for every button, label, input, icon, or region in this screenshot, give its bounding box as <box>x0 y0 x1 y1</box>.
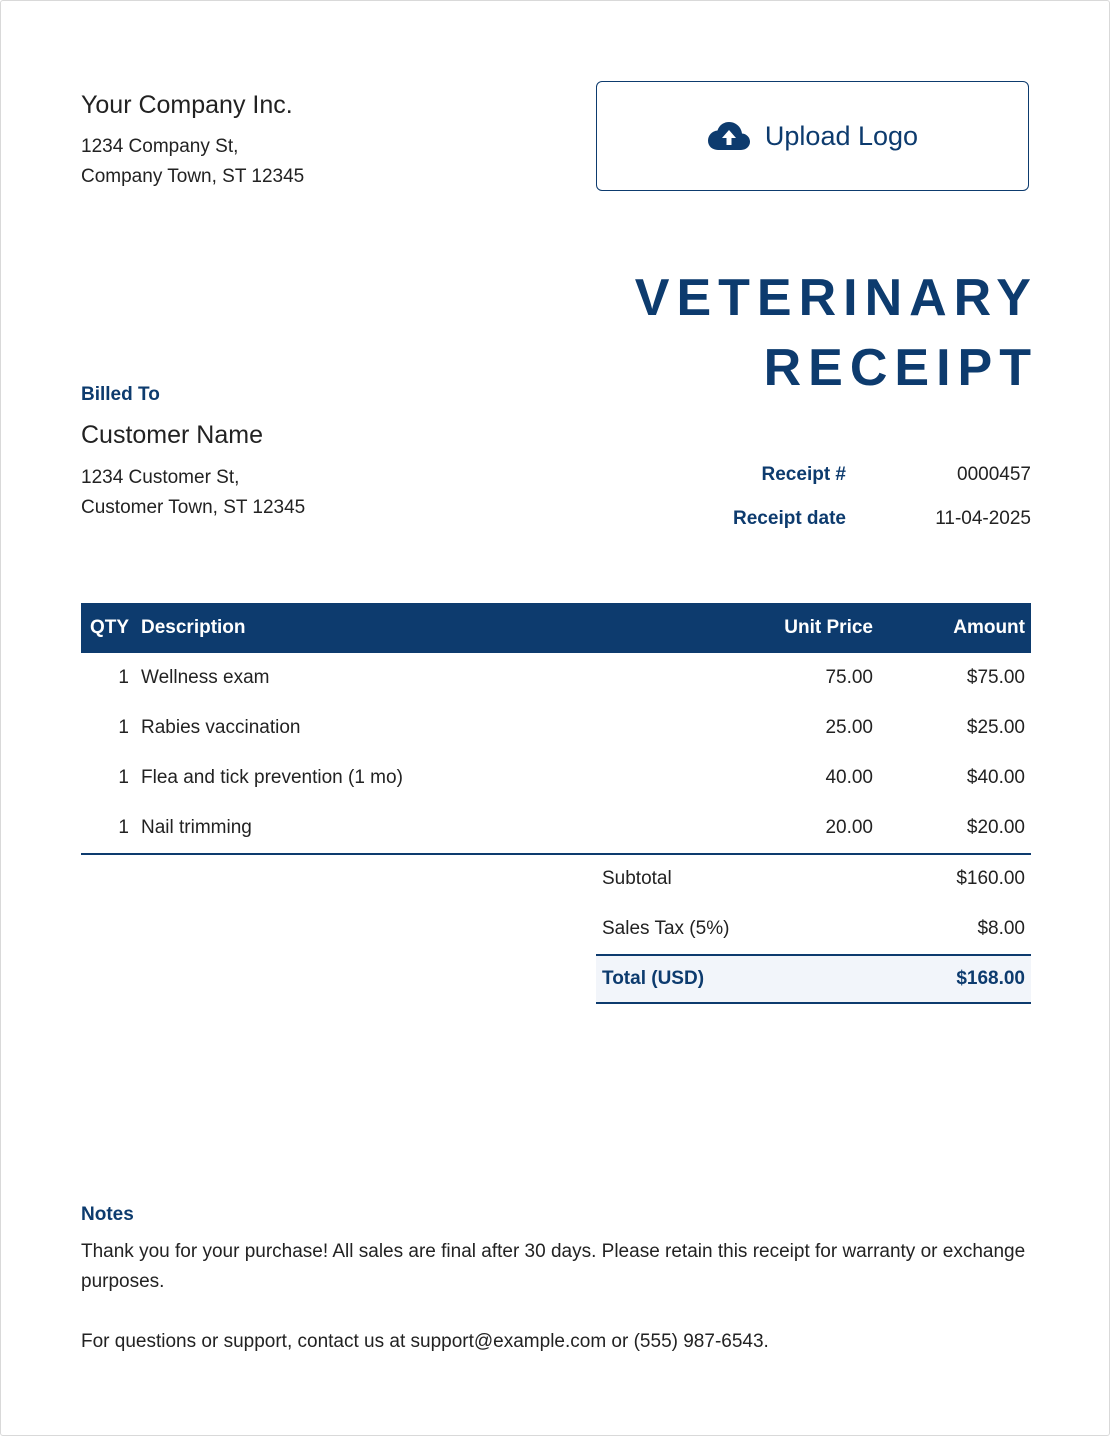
receipt-date-value: 11-04-2025 <box>935 508 1031 529</box>
sales-tax-label: Sales Tax (5%) <box>602 918 730 939</box>
line-items-table <box>81 603 1031 855</box>
upload-logo-label: Upload Logo <box>764 120 919 151</box>
row-description: Nail trimming <box>135 803 707 854</box>
customer-address-line2: Customer Town, ST 12345 <box>81 497 306 518</box>
row-amount: $20.00 <box>879 803 1031 854</box>
row-unit-price: 20.00 <box>707 803 879 854</box>
row-unit-price: 25.00 <box>825 717 873 738</box>
row-qty: 1 <box>118 717 129 738</box>
document-title <box>635 263 1038 403</box>
row-description: Wellness exam <box>141 667 270 688</box>
sales-tax-row <box>596 904 1031 955</box>
table-row <box>81 753 1031 803</box>
notes-label: Notes <box>81 1204 134 1225</box>
row-amount: $25.00 <box>966 717 1025 738</box>
company-address <box>81 132 304 192</box>
document-title-line1: VETERINARY <box>634 269 1038 327</box>
row-unit-price: 40.00 <box>825 767 873 788</box>
receipt-date-label: Receipt date <box>733 508 846 529</box>
table-header-row <box>81 603 1031 653</box>
row-description: Rabies vaccination <box>141 717 301 738</box>
totals-table <box>596 854 1031 1004</box>
upload-logo-button[interactable] <box>596 81 1029 191</box>
header-description: Description <box>141 617 246 638</box>
notes-paragraph-1: Thank you for your purchase! All sales are final after 30 days. Please retain this receipt for warranty or exchange purposes. <box>81 1241 1026 1292</box>
row-qty: 1 <box>118 767 129 788</box>
row-unit-price: 75.00 <box>825 667 873 688</box>
total-row <box>596 955 1031 1003</box>
subtotal-value: $160.00 <box>956 868 1025 889</box>
subtotal-row <box>596 854 1031 904</box>
customer-address <box>81 463 305 523</box>
row-qty: 1 <box>81 803 135 854</box>
company-name: Your Company Inc. <box>81 91 293 119</box>
header-qty: QTY <box>89 617 129 638</box>
sales-tax-value: $8.00 <box>977 918 1025 939</box>
receipt-number-value: 0000457 <box>957 464 1031 485</box>
receipt-number-row <box>621 453 1031 497</box>
table-row <box>81 653 1031 703</box>
header-unit-price: Unit Price <box>784 617 873 638</box>
total-value: $168.00 <box>872 955 1031 1003</box>
cloud-upload-icon <box>707 121 751 151</box>
billed-to-label: Billed To <box>81 384 160 405</box>
row-description: Flea and tick prevention (1 mo) <box>141 767 403 788</box>
row-amount: $40.00 <box>966 767 1025 788</box>
receipt-date-row <box>621 497 1031 541</box>
company-address-line1: 1234 Company St, <box>81 136 239 157</box>
customer-name: Customer Name <box>81 421 263 449</box>
company-address-line2: Company Town, ST 12345 <box>81 166 305 187</box>
table-row <box>81 703 1031 753</box>
notes-paragraph-2: For questions or support, contact us at support@example.com or (555) 987-6543. <box>81 1331 769 1352</box>
notes-text <box>81 1237 1031 1387</box>
header-amount: Amount <box>953 617 1025 638</box>
receipt-meta <box>621 453 1031 541</box>
subtotal-label: Subtotal <box>602 868 672 889</box>
customer-address-line1: 1234 Customer St, <box>81 467 240 488</box>
row-amount: $75.00 <box>966 667 1025 688</box>
total-label: Total (USD) <box>596 955 872 1003</box>
document-title-line2: RECEIPT <box>763 339 1038 397</box>
table-row <box>81 803 1031 854</box>
row-qty: 1 <box>118 667 129 688</box>
receipt-number-label: Receipt # <box>761 464 846 485</box>
